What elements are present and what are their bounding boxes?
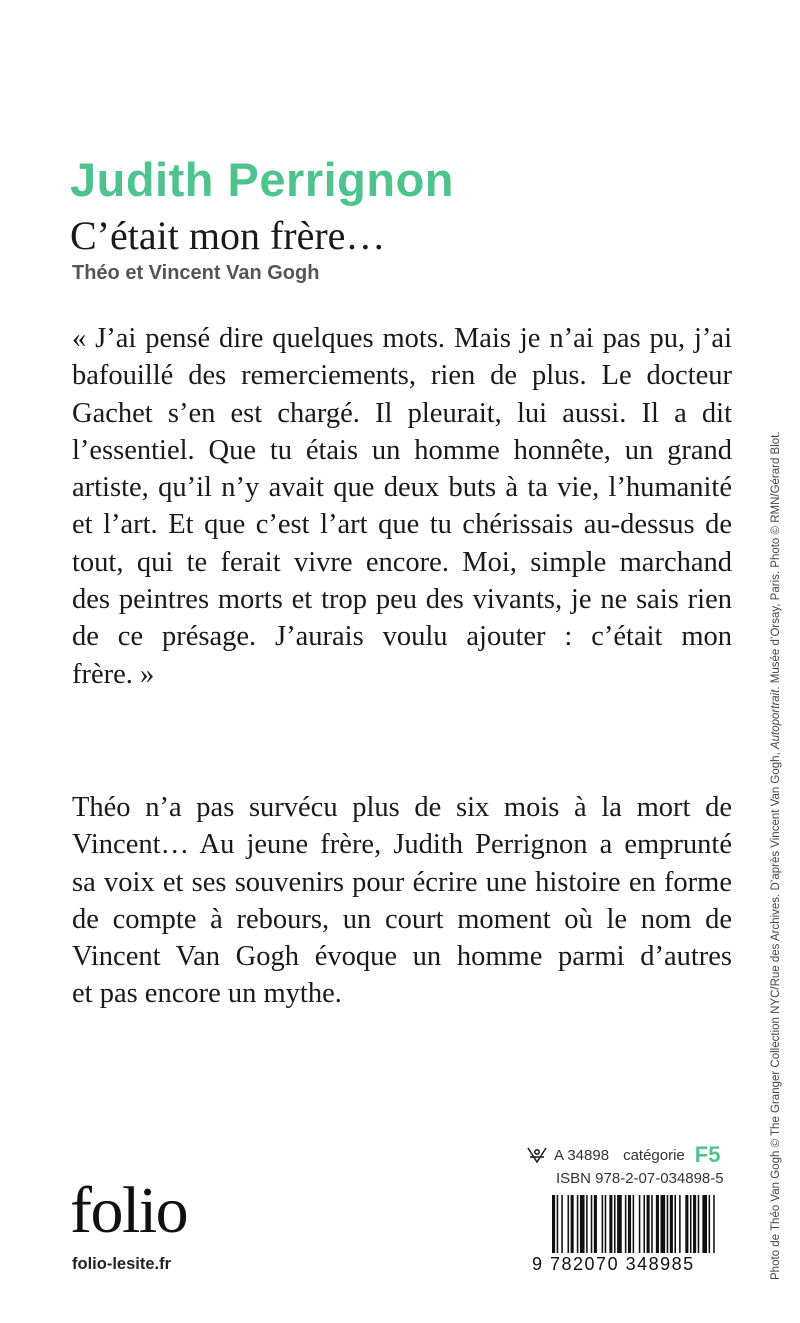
barcode-bar xyxy=(617,1195,622,1253)
catalog-row xyxy=(526,1142,720,1168)
publisher-website: folio-lesite.fr xyxy=(72,1255,172,1273)
quote-line: tout, qui te ferait vivre encore. Moi, simple marchand xyxy=(72,546,732,578)
book-title: C’était mon frère… xyxy=(70,213,386,258)
quote-line: de ce présage. J’aurais voulu ajouter : c’était mon xyxy=(72,621,732,653)
barcode-bar xyxy=(693,1195,696,1253)
barcode-bar xyxy=(594,1195,597,1253)
category-label: catégorie xyxy=(623,1146,685,1164)
photo-credit-artwork: Autoportrait xyxy=(770,689,782,750)
quote-line: artiste, qu’il n’y avait que deux buts à ta vie, l’humanité xyxy=(72,472,732,504)
barcode-bar xyxy=(698,1195,700,1253)
photo-credit xyxy=(770,340,782,1280)
summary-line: de compte à rebours, un court moment où le nom de xyxy=(72,903,732,935)
quote-line: Gachet s’en est chargé. Il pleurait, lui aussi. Il a dit xyxy=(72,397,732,429)
quote-line: l’essentiel. Que tu étais un homme honnête, un grand xyxy=(72,434,732,466)
barcode-bar xyxy=(552,1195,555,1253)
barcode-bar xyxy=(702,1195,707,1253)
barcode-bar xyxy=(568,1195,570,1253)
quote-line: « J’ai pensé dire quelques mots. Mais je n’ai pas pu, j’ai xyxy=(72,323,732,354)
quote-paragraph xyxy=(72,320,732,693)
barcode-bar xyxy=(586,1195,588,1253)
photo-credit-part: . Musée d’Orsay, Paris. Photo © RMN/Gérard Blot. xyxy=(770,431,782,690)
barcode-bar xyxy=(709,1195,711,1253)
category-code: F5 xyxy=(694,1142,721,1167)
summary-line: et pas encore un mythe. xyxy=(72,978,342,1010)
photo-credit-part: Photo de Théo Van Gogh © The Granger Collection NYC/Rue des Archives. D’après Vincent Van Gogh, xyxy=(770,749,782,1280)
barcode-bar xyxy=(674,1195,676,1253)
book-subtitle: Théo et Vincent Van Gogh xyxy=(72,262,320,284)
barcode-bar xyxy=(633,1195,635,1253)
quote-line: et l’art. Et que c’est l’art que tu chérissais au-dessus de xyxy=(72,509,732,541)
barcode-bar xyxy=(614,1195,616,1253)
barcode-bar xyxy=(685,1195,688,1253)
barcode-bar xyxy=(577,1195,579,1253)
barcode-bar xyxy=(580,1195,585,1253)
barcode-bar xyxy=(656,1195,659,1253)
barcode-bar xyxy=(639,1195,641,1253)
author-name: Judith Perrignon xyxy=(70,153,454,206)
summary-line: Vincent… Au jeune frère, Judith Perrignon a emprunté xyxy=(72,829,732,861)
barcode-bar xyxy=(609,1195,612,1253)
gallimard-logo-icon xyxy=(526,1145,548,1165)
barcode-bar xyxy=(628,1195,631,1253)
barcode-bar xyxy=(690,1195,692,1253)
folio-logo: folio xyxy=(70,1174,188,1247)
barcode-bar xyxy=(713,1195,715,1253)
barcode-bar xyxy=(602,1195,604,1253)
quote-line: des peintres morts et trop peu des vivants, je ne sais rien xyxy=(72,584,732,616)
summary-line: sa voix et ses souvenirs pour écrire une histoire en forme xyxy=(72,866,732,898)
barcode-bar xyxy=(561,1195,563,1253)
barcode-bar xyxy=(679,1195,681,1253)
catalog-code: A 34898 xyxy=(554,1146,610,1164)
barcode-bar xyxy=(557,1195,559,1253)
summary-paragraph xyxy=(72,789,732,1013)
isbn: ISBN 978-2-07-034898-5 xyxy=(556,1170,724,1187)
quote-line: bafouillé des remerciements, rien de plus. Le docteur xyxy=(72,360,732,392)
quote-line: frère. » xyxy=(72,658,155,690)
barcode-bar xyxy=(647,1195,650,1253)
barcode-bar xyxy=(643,1195,645,1253)
summary-line: Théo n’a pas survécu plus de six mois à la mort de xyxy=(72,792,732,823)
barcode-bar xyxy=(571,1195,574,1253)
barcode-bar xyxy=(667,1195,669,1253)
barcode-bar xyxy=(670,1195,673,1253)
barcode-bar xyxy=(605,1195,607,1253)
barcode-digits: 9 782070 348985 xyxy=(532,1254,695,1274)
barcode-bar xyxy=(625,1195,627,1253)
barcode-bar xyxy=(651,1195,653,1253)
summary-line: Vincent Van Gogh évoque un homme parmi d’autres xyxy=(72,941,732,973)
barcode-bar xyxy=(591,1195,593,1253)
barcode-bar xyxy=(661,1195,666,1253)
